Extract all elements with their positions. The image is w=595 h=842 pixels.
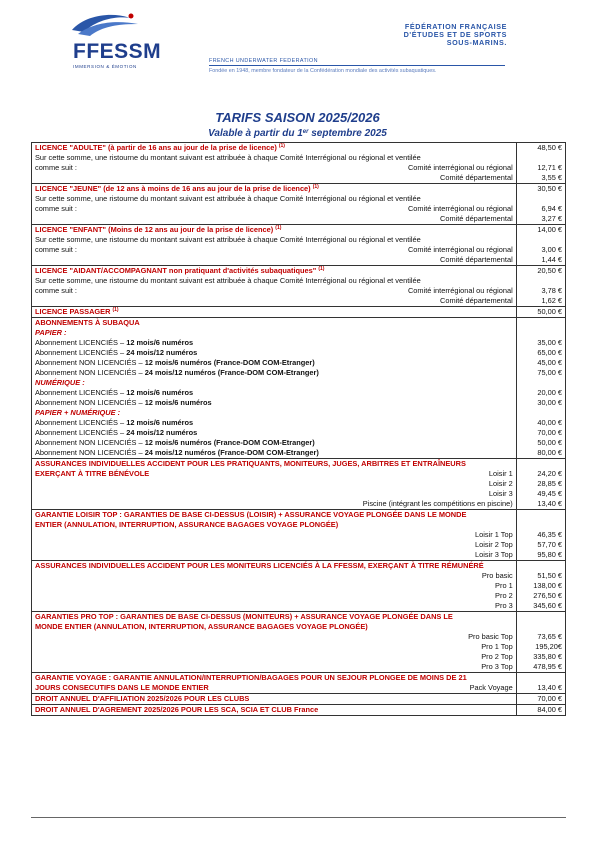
page-subtitle: Valable à partir du 1er septembre 2025 — [208, 128, 387, 139]
table-row-licence-adulte: LICENCE "ADULTE" (à partir de 16 ans au jour de la prise de licence) $^{(1)}$ Sur cette somme, une ristourne du montant suivant est attribuée à chaque Comité Interrégional ou régional et ventilée comme suit : Comité interrégional ou régional Comité départemental 48,50 € 12,71 € 3,55 € — [32, 143, 566, 184]
page-header — [0, 0, 595, 100]
table-row-garantie-loisir-top: GARANTIE LOISIR TOP : GARANTIES DE BASE CI-DESSUS (LOISIR) + ASSURANCE VOYAGE PLONGÉE DANS LE MONDE ENTIER (ANNULATION, INTERRUPTION, ASSURANCE BAGAGES VOYAGE PLONGÉE) Loisir 1 Top Loisir 2 Top Loisir 3 Top 46,35 € 57,70 € 95,80 € — [32, 510, 566, 561]
table-row-assurance-loisir: ASSURANCES INDIVIDUELLES ACCIDENT POUR LES PRATIQUANTS, MONITEURS, JUGES, ARBITRES ET ENTRAÎNEURS EXERÇANT À TITRE BÉNÉVOLE Loisir 1 Loisir 2 Loisir 3 Piscine (intégrant les compétitions en piscine) 24,20 € 28,85 € 49,45 € 13,40 € — [32, 459, 566, 510]
federation-founded-note: Fondée en 1948, membre fondateur de la Confédération mondiale des activités subaquatiques. — [209, 68, 437, 74]
table-row-subaqua: ABONNEMENTS À SUBAQUA PAPIER : Abonnement LICENCIÉS – 12 mois/6 numéros Abonnement LICENCIÉS – 24 mois/12 numéros Abonnement NON LICENCIÉS – 12 mois/6 numéros (France-DOM COM-Etranger) Abonnement NON LICENCIÉS – 24 mois/12 numéros (France-DOM COM-Etranger) NUMÉRIQUE : Abonnement LICENCIÉS – 12 mois/6 numéros Abonnement NON LICENCIÉS – 12 mois/6 numéros PAPIER + NUMÉRIQUE : Abonnement LICENCIÉS – 12 mois/6 numéros Abonnement LICENCIÉS – 24 mois/12 numéros Abonnement NON LICENCIÉS – 12 mois/6 numéros (France-DOM COM-Etranger) Abonnement NON LICENCIÉS – 24 mois/12 numéros (France-DOM COM-Etranger) 35,00 € 65,00 € 45,00 € 75,00 € 20,00 € 30,00 € 40,00 € 70,00 € 50,00 € 80,00 € — [32, 318, 566, 459]
header-divider — [209, 65, 505, 66]
table-row-agrement: DROIT ANNUEL D'AGREMENT 2025/2026 POUR LES SCA, SCIA ET CLUB France 84,00 € — [32, 705, 566, 716]
page-title: TARIFS SAISON 2025/2026 — [215, 110, 380, 125]
federation-english-name: FRENCH UNDERWATER FEDERATION — [209, 58, 318, 64]
table-row-licence-aidant: LICENCE "AIDANT/ACCOMPAGNANT non pratiquant d'activités subaquatiques" $^{(1)}$ Sur cette somme, une ristourne du montant suivant est attribuée à chaque Comité Interrégional ou régional et ventilée comme suit : Comité interrégional ou régional Comité départemental 20,50 € 3,78 € 1,62 € — [32, 266, 566, 307]
federation-name: FÉDÉRATION FRANÇAISE D'ÉTUDES ET DE SPORTS SOUS-MARINS. — [403, 22, 507, 48]
logo-wordmark: FFESSM — [73, 40, 162, 63]
table-row-affiliation: DROIT ANNUEL D'AFFILIATION 2025/2026 POUR LES CLUBS 70,00 € — [32, 694, 566, 705]
table-row-licence-passager: LICENCE PASSAGER $^{(1)}$ 50,00 € — [32, 307, 566, 318]
logo-tagline: IMMERSION & ÉMOTION — [73, 64, 137, 69]
table-row-garanties-pro-top: GARANTIES PRO TOP : GARANTIES DE BASE CI-DESSUS (MONITEURS) + ASSURANCE VOYAGE PLONGÉE DANS LE MONDE ENTIER (ANNULATION, INTERRUPTION, ASSURANCE BAGAGES VOYAGE PLONGÉE) Pro basic Top Pro 1 Top Pro 2 Top Pro 3 Top 73,65 € 195,20€ 335,80 € 478,95 € — [32, 612, 566, 673]
table-row-licence-enfant: LICENCE "ENFANT" (Moins de 12 ans au jour de la prise de licence) $^{(1)}$ Sur cette somme, une ristourne du montant suivant est attribuée à chaque Comité Interrégional ou régional et ventilée comme suit : Comité interrégional ou régional Comité départemental 14,00 € 3,00 € 1,44 € — [32, 225, 566, 266]
footer-divider — [31, 817, 566, 818]
ffessm-wave-logo-icon — [68, 10, 148, 38]
table-row-licence-jeune: LICENCE "JEUNE" (de 12 ans à moins de 16 ans au jour de la prise de licence) $^{(1)}$ Sur cette somme, une ristourne du montant suivant est attribuée à chaque Comité Interrégional ou régional et ventilée comme suit : Comité interrégional ou régional Comité départemental 30,50 € 6,94 € 3,27 € — [32, 184, 566, 225]
table-row-assurance-pro: ASSURANCES INDIVIDUELLES ACCIDENT POUR LES MONITEURS LICENCIÉS À LA FFESSM, EXERÇANT À TITRE RÉMUNÉRÉ Pro basic Pro 1 Pro 2 Pro 3 51,50 € 138,00 € 276,50 € 345,60 € — [32, 561, 566, 612]
tariff-table — [31, 142, 566, 716]
table-row-garantie-voyage: GARANTIE VOYAGE : GARANTIE ANNULATION/INTERRUPTION/BAGAGES POUR UN SEJOUR PLONGEE DE MOINS DE 21 JOURS CONSECUTIFS DANS LE MONDE ENTIER Pack Voyage 13,40 € — [32, 673, 566, 694]
